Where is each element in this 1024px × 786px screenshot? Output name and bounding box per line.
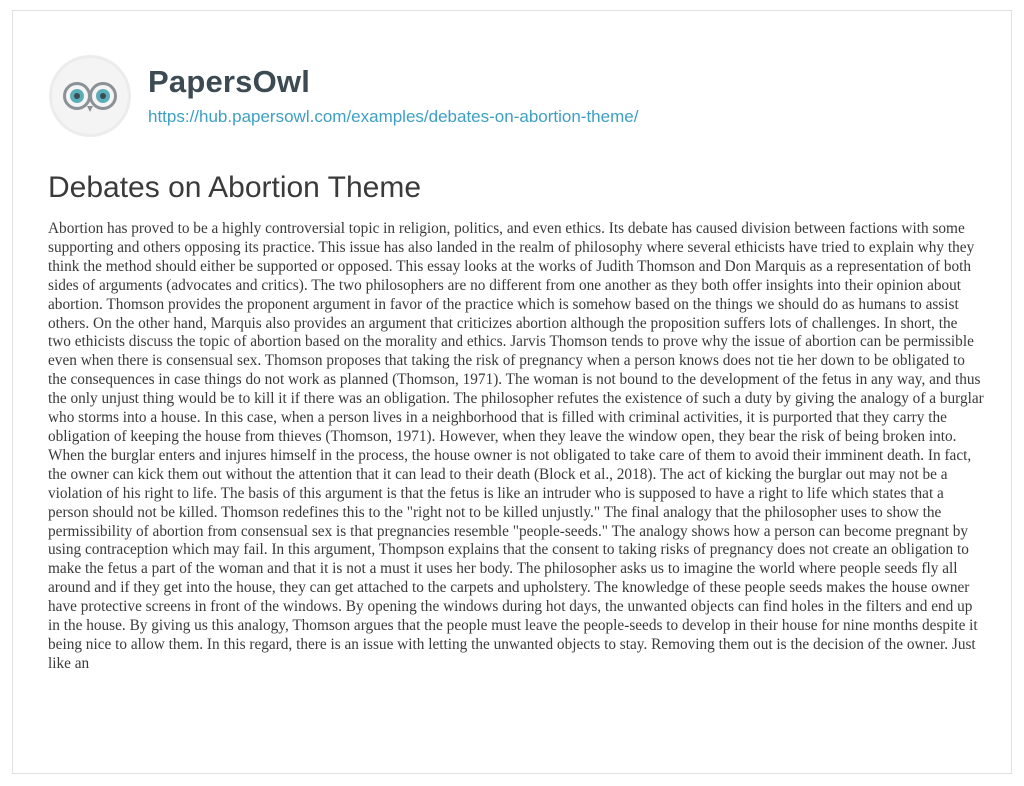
source-url-link[interactable]: https://hub.papersowl.com/examples/debates-on-abortion-theme/ <box>148 107 639 126</box>
site-header <box>48 52 638 140</box>
page-title: Debates on Abortion Theme <box>48 171 422 204</box>
article-body: Abortion has proved to be a highly controversial topic in religion, politics, and even ethics. Its debate has caused division between factions with some supporting and others opposing its practice. This issue has also landed in the realm of philosophy where several ethicists have tried to explain why they think the method should either be supported or opposed. This essay looks at the works of Judith Thomson and Don Marquis as a representation of both sides of arguments (advocates and critics). The two philosophers are no different from one another as they both offer insights into their opinion about abortion. Thomson provides the proponent argument in favor of the practice which is somehow based on the things we should do as humans to assist others. On the other hand, Marquis also provides an argument that criticizes abortion although the proposition suffers lots of challenges. In short, the two ethicists discuss the topic of abortion based on the morality and ethics. Jarvis Thomson tends to prove why the issue of abortion can be permissible even when there is consensual sex. Thomson proposes that taking the risk of pregnancy when a person knows does not tie her down to be obligated to the consequences in case things do not work as planned (Thomson, 1971). The woman is not bound to the development of the fetus in any way, and thus the only unjust thing would be to kill it if there was an obligation. The philosopher refutes the existence of such a duty by giving the analogy of a burglar who storms into a house. In this case, when a person lives in a neighborhood that is filled with criminal activities, it is purported that they carry the obligation of keeping the house from thieves (Thomson, 1971). However, when they leave the window open, they bear the risk of being broken into. When the burglar enters and injures himself in the process, the house owner is not obligated to take care of them to avoid their imminent death. In fact, the owner can kick them out without the attention that it can lead to their death (Block et al., 2018). The act of kicking the burglar out may not be a violation of his right to life. The basis of this argument is that the fetus is like an intruder who is supposed to have a right to life which states that a person should not be killed. Thomson redefines this to the "right not to be killed unjustly." The final analogy that the philosopher uses to show the permissibility of abortion from consensual sex is that pregnancies resemble "people-seeds." The analogy shows how a person can become pregnant by using contraception which may fail. In this argument, Thompson explains that the consent to taking risks of pregnancy does not create an obligation to make the fetus a part of the woman and that it is not a must it uses her body. The philosopher asks us to imagine the world where people seeds fly all around and if they get into the house, they can get attached to the carpets and upholstery. The knowledge of these people seeds makes the house owner have protective screens in front of the windows. By opening the windows during hot days, the unwanted objects can find holes in the filters and end up in the house. By giving us this analogy, Thomson argues that the people must leave the people-seeds to develop in their house for nine months despite it being nice to allow them. In this regard, there is an issue with letting the unwanted objects to stay. Removing them out is the decision of the owner. Just like an <box>48 220 984 672</box>
brand-name[interactable]: PapersOwl <box>148 64 311 99</box>
brand-block <box>148 63 638 129</box>
owl-eyes-icon[interactable] <box>48 54 132 138</box>
